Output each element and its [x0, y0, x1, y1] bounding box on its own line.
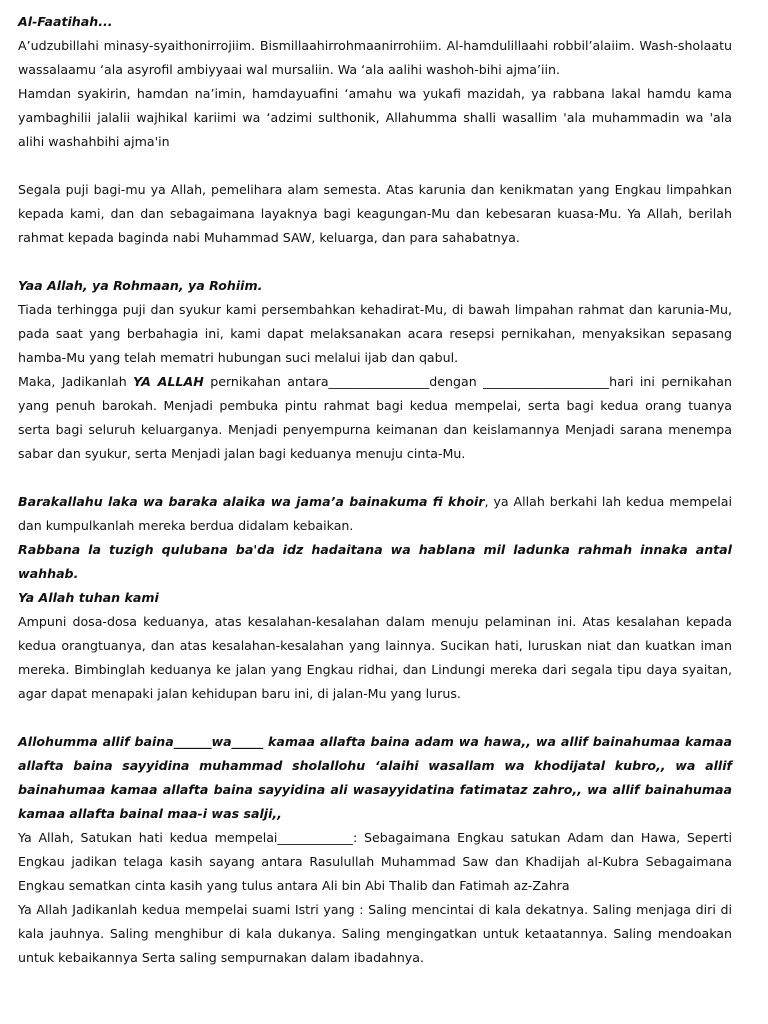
spacer [18, 154, 732, 178]
text-run: Maka, Jadikanlah [18, 374, 134, 389]
paragraph-hamdan: Hamdan syakirin, hamdan na’imin, hamdayuafini ‘amahu wa yukafi mazidah, ya rabbana lakal hamdu kama yambaghilii jalalii wajhikal kariimi wa ‘adzimi sulthonik, Allahumma shalli wasallim 'ala muhammadin wa 'ala alihi washahbihi ajma'in [18, 86, 732, 149]
paragraph-segala-puji: Segala puji bagi-mu ya Allah, pemelihara alam semesta. Atas karunia dan kenikmatan yang Engkau limpahkan kepada kami, dan dan sebagaimana layaknya bagi keagungan-Mu dan kebesaran kuasa-Mu. Ya Allah, berilah rahmat kepada baginda nabi Muhammad SAW, keluarga, dan para sahabatnya. [18, 182, 732, 245]
paragraph-taawudz: A’udzubillahi minasy-syaithonirrojiim. Bismillaahirrohmaanirrohiim. Al-hamdulillaahi robbil’alaiim. Wash-sholaatu wassalaamu ‘ala asyrofil ambiyyaai wal mursaliin. Wa ‘ala aalihi washoh-bihi ajma’iin. [18, 38, 732, 77]
spacer [18, 706, 732, 730]
paragraph-satukan-hati: Ya Allah, Satukan hati kedua mempelai____________: Sebagaimana Engkau satukan Adam dan Hawa, Seperti Engkau jadikan telaga kasih sayang antara Rasulullah Muhammad Saw dan Khadijah al-Kubra Sebagaimana Engkau sematkan cinta kasih yang tulus antara Ali bin Abi Thalib dan Fatimah az-Zahra [18, 830, 732, 893]
paragraph-tiada-terhingga: Tiada terhingga puji dan syukur kami persembahkan kehadirat-Mu, di bawah limpahan rahmat dan karunia-Mu, pada saat yang berbahagia ini, kami dapat melaksanakan acara resepsi pernikahan, menyaksikan sepasang hamba-Mu yang telah mematri hubungan suci melalui ijab dan qabul. [18, 302, 732, 365]
document-page [18, 10, 732, 970]
text-run: , ya Allah berkahi lah kedua mempelai dan kumpulkanlah mereka berdua didalam kebaikan. [18, 494, 732, 533]
paragraph-jadikanlah-suami-istri: Ya Allah Jadikanlah kedua mempelai suami Istri yang : Saling mencintai di kala dekatnya. Saling menjaga diri di kala jauhnya. Saling menghibur di kala dukanya. Saling mengingatkan untuk ketaatannya. Saling mendoakan untuk kebaikannya Serta saling sempurnakan dalam ibadahnya. [18, 902, 732, 965]
spacer [18, 466, 732, 490]
section-title-alfaatihah: Al-Faatihah... [18, 14, 113, 29]
paragraph-maka-jadikanlah [18, 370, 732, 466]
paragraph-allohumma: Allohumma allif baina______wa_____ kamaa allafta baina adam wa hawa,, wa allif bainahumaa kamaa allafta baina sayyidina muhammad sholallohu ‘alaihi wasallam wa khodijatal kubro,, wa allif bainahumaa kamaa allafta baina sayyidina ali wasayyidatina fatimataz zahro,, wa allif bainahumaa kamaa allafta bainal maa-i was salji,, [18, 734, 732, 821]
paragraph-ya-allah-tuhan: Ya Allah tuhan kami [18, 590, 159, 605]
text-run: pernikahan antara________________dengan ____________________hari ini pernikahan yang penuh barokah. Menjadi pembuka pintu rahmat bagi kedua mempelai, serta bagi kedua orang tuanya serta bagi seluruh keluarganya. Menjadi penyempurna keimanan dan keislamannya Menjadi sarana menempa sabar dan syukur, serta Menjadi jalan bagi keduanya menuju cinta-Mu. [18, 374, 732, 461]
text-run-emphasis: YA ALLAH [133, 374, 204, 389]
paragraph-barakallahu [18, 490, 732, 538]
text-run-emphasis: Barakallahu laka wa baraka alaika wa jama’a bainakuma fi khoir [18, 494, 485, 509]
section-title-yaa-allah: Yaa Allah, ya Rohmaan, ya Rohiim. [18, 278, 263, 293]
paragraph-ampuni: Ampuni dosa-dosa keduanya, atas kesalahan-kesalahan dalam menuju pelaminan ini. Atas kesalahan kepada kedua orangtuanya, dan atas kesalahan-kesalahan yang lainnya. Sucikan hati, luruskan niat dan kuatkan iman mereka. Bimbinglah keduanya ke jalan yang Engkau ridhai, dan Lindungi mereka dari segala tipu daya syaitan, agar dapat menapaki jalan kehidupan baru ini, di jalan-Mu yang lurus. [18, 614, 732, 701]
spacer [18, 250, 732, 274]
paragraph-rabbana: Rabbana la tuzigh qulubana ba'da idz hadaitana wa hablana mil ladunka rahmah innaka antal wahhab. [18, 542, 732, 581]
